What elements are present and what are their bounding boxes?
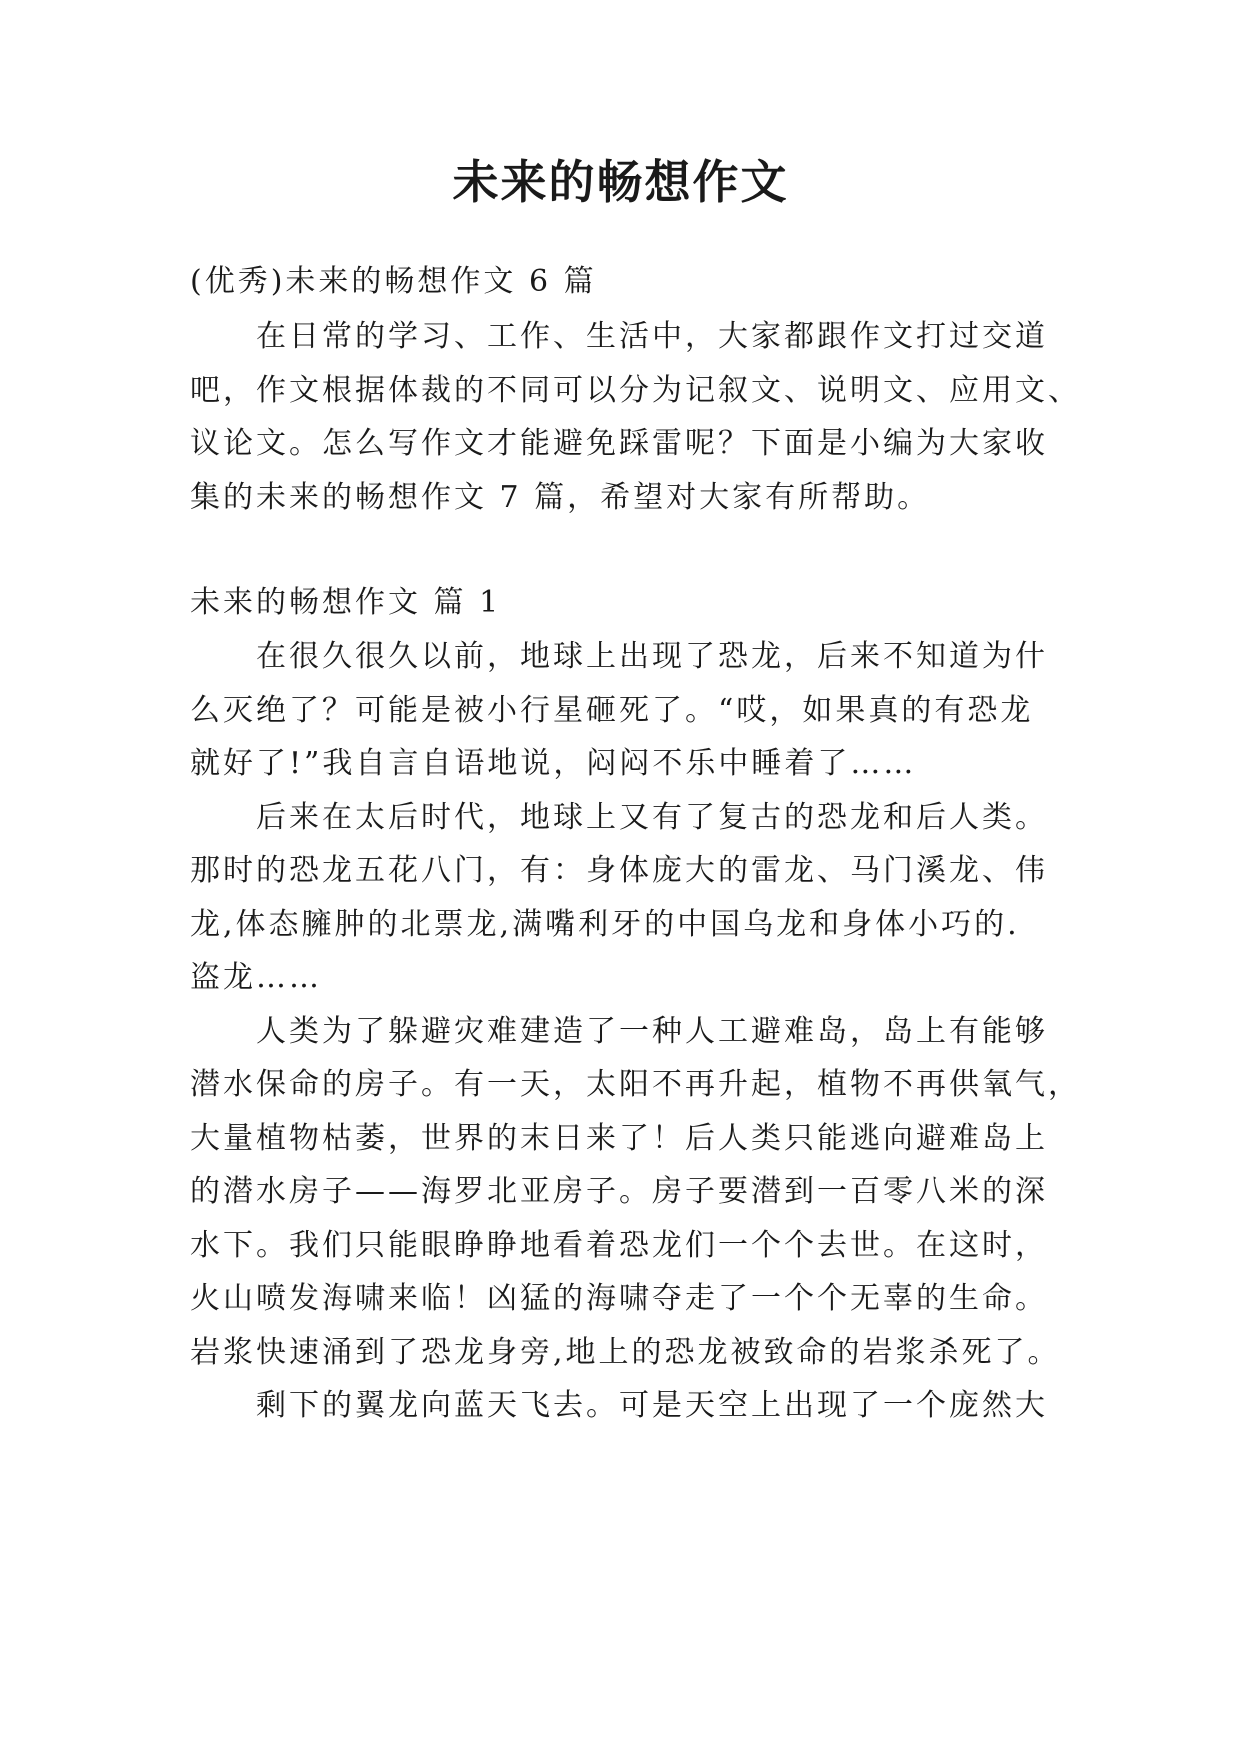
paragraph-3-line-4: 的潜水房子——海罗北亚房子。房子要潜到一百零八米的深 [190, 1174, 1048, 1209]
paragraph-3-line-7: 岩浆快速涌到了恐龙身旁,地上的恐龙被致命的岩浆杀死了。 [190, 1335, 1061, 1370]
intro-line-3: 议论文。怎么写作文才能避免踩雷呢？下面是小编为大家收 [190, 426, 1048, 461]
intro-line-1: 在日常的学习、工作、生活中，大家都跟作文打过交道 [256, 319, 1048, 354]
paragraph-1-line-3: 就好了!”我自言自语地说，闷闷不乐中睡着了…… [190, 746, 917, 781]
intro-line-2: 吧，作文根据体裁的不同可以分为记叙文、说明文、应用文、 [190, 373, 1081, 408]
paragraph-1-line-1: 在很久很久以前，地球上出现了恐龙，后来不知道为什 [256, 639, 1048, 674]
intro-line-4: 集的未来的畅想作文 7 篇，希望对大家有所帮助。 [190, 480, 931, 515]
paragraph-1-line-2: 么灭绝了？可能是被小行星砸死了。“哎，如果真的有恐龙 [190, 693, 1034, 728]
document-subtitle: (优秀)未来的畅想作文 6 篇 [190, 264, 597, 299]
paragraph-3-line-1: 人类为了躲避灾难建造了一种人工避难岛，岛上有能够 [256, 1014, 1048, 1049]
paragraph-3-line-3: 大量植物枯萎，世界的末日来了！后人类只能逃向避难岛上 [190, 1121, 1048, 1156]
paragraph-3-line-6: 火山喷发海啸来临！凶猛的海啸夺走了一个个无辜的生命。 [190, 1281, 1048, 1316]
paragraph-4-line-1: 剩下的翼龙向蓝天飞去。可是天空上出现了一个庞然大 [256, 1388, 1048, 1423]
paragraph-3-line-5: 水下。我们只能眼睁睁地看着恐龙们一个个去世。在这时， [190, 1228, 1048, 1263]
paragraph-2-line-2: 那时的恐龙五花八门，有：身体庞大的雷龙、马门溪龙、伟 [190, 853, 1048, 888]
paragraph-3-line-2: 潜水保命的房子。有一天，太阳不再升起，植物不再供氧气， [190, 1067, 1081, 1102]
paragraph-2-line-1: 后来在太后时代，地球上又有了复古的恐龙和后人类。 [256, 800, 1048, 835]
section-heading: 未来的畅想作文 篇 1 [190, 585, 502, 620]
document-title: 未来的畅想作文 [452, 155, 789, 209]
paragraph-2-line-4: 盗龙…… [190, 960, 322, 995]
paragraph-2-line-3: 龙,体态臃肿的北票龙,满嘴利牙的中国乌龙和身体小巧的. [190, 907, 1020, 942]
